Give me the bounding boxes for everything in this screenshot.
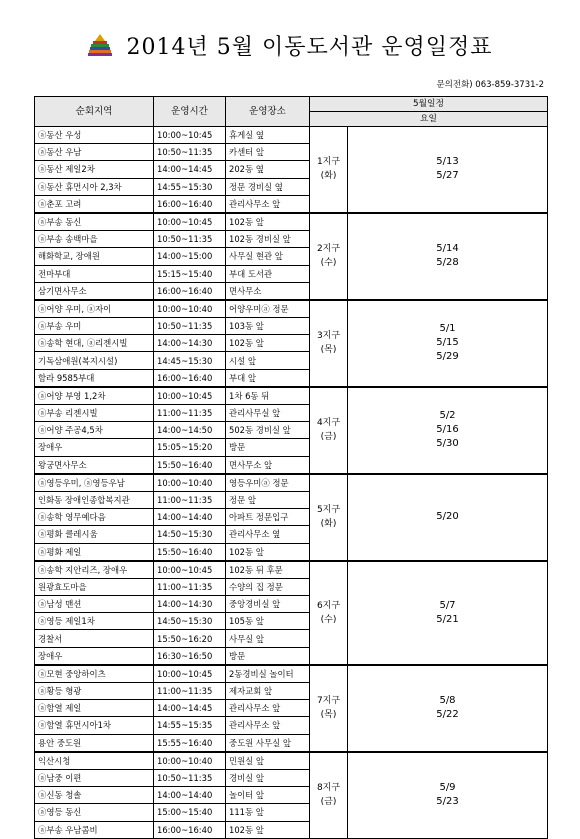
cell-area: ⓐ영등 동신 bbox=[35, 804, 154, 821]
cell-place: 방문 bbox=[226, 647, 310, 665]
district-weekday: (목) bbox=[320, 345, 337, 356]
cell-time: 16:30~16:50 bbox=[154, 647, 226, 665]
cell-area: ⓐ남중 이편 bbox=[35, 769, 154, 786]
cell-area: ⓐ어양 주공4,5차 bbox=[35, 422, 154, 439]
district-weekday: (금) bbox=[320, 432, 337, 443]
cell-area: 삼기면사무소 bbox=[35, 282, 154, 300]
cell-place: 수양의 집 정문 bbox=[226, 578, 310, 595]
cell-time: 16:00~16:40 bbox=[154, 195, 226, 213]
cell-time: 14:00~14:45 bbox=[154, 700, 226, 717]
district-weekday: (금) bbox=[320, 797, 337, 808]
schedule-table bbox=[34, 96, 548, 839]
cell-place: 관리사무소 앞 bbox=[226, 195, 310, 213]
cell-time: 16:00~16:40 bbox=[154, 369, 226, 387]
district-weekday: (화) bbox=[320, 519, 337, 530]
district-weekday: (수) bbox=[320, 614, 337, 625]
cell-time: 15:50~16:40 bbox=[154, 543, 226, 561]
cell-area: ⓐ평화 클레시움 bbox=[35, 526, 154, 543]
header-schedule: 5월일정 bbox=[310, 97, 548, 112]
cell-place: 102동 경비실 앞 bbox=[226, 231, 310, 248]
cell-place: 경비실 앞 bbox=[226, 769, 310, 786]
cell-place: 영등우미ⓐ 정문 bbox=[226, 474, 310, 492]
schedule-date: 5/9 bbox=[439, 782, 456, 794]
cell-place: 어양우미ⓐ 정문 bbox=[226, 300, 310, 318]
schedule-date: 5/2 bbox=[439, 410, 456, 422]
cell-area: ⓐ어양 우미, ⓐ자이 bbox=[35, 300, 154, 318]
cell-area: ⓐ송학 지안리즈, 장애우 bbox=[35, 561, 154, 579]
library-books-logo-icon bbox=[87, 33, 113, 59]
cell-time: 10:50~11:35 bbox=[154, 769, 226, 786]
district-cell bbox=[310, 665, 348, 752]
district-label: 6지구 bbox=[316, 600, 341, 611]
cell-time: 10:00~10:45 bbox=[154, 127, 226, 144]
cell-area: ⓐ동산 제일2차 bbox=[35, 161, 154, 178]
cell-place: 중도원 사무실 앞 bbox=[226, 734, 310, 752]
cell-area: ⓐ남성 맨션 bbox=[35, 596, 154, 613]
cell-place: 102동 앞 bbox=[226, 213, 310, 231]
cell-place: 502동 경비실 앞 bbox=[226, 422, 310, 439]
district-label: 3지구 bbox=[316, 331, 341, 342]
cell-area: 용안 중도원 bbox=[35, 734, 154, 752]
district-label: 5지구 bbox=[316, 505, 341, 516]
cell-area: ⓐ부송 송백마을 bbox=[35, 231, 154, 248]
cell-time: 14:00~14:50 bbox=[154, 422, 226, 439]
cell-place: 관리사무소 옆 bbox=[226, 526, 310, 543]
district-label: 8지구 bbox=[316, 783, 341, 794]
cell-time: 10:50~11:35 bbox=[154, 318, 226, 335]
cell-area: ⓐ모현 중앙하이츠 bbox=[35, 665, 154, 683]
dates-cell bbox=[348, 127, 548, 213]
district-cell bbox=[310, 561, 348, 665]
cell-place: 면사무소 bbox=[226, 282, 310, 300]
cell-place: 면사무소 앞 bbox=[226, 456, 310, 474]
cell-place: 민원실 앞 bbox=[226, 752, 310, 770]
cell-place: 휴게실 옆 bbox=[226, 127, 310, 144]
schedule-date: 5/20 bbox=[436, 511, 459, 523]
cell-time: 14:00~14:30 bbox=[154, 335, 226, 352]
cell-place: 사무실 현관 앞 bbox=[226, 248, 310, 265]
cell-area: ⓐ신동 청솔 bbox=[35, 787, 154, 804]
district-cell bbox=[310, 752, 348, 838]
dates-cell bbox=[348, 665, 548, 752]
dates-cell bbox=[348, 300, 548, 387]
district-cell bbox=[310, 127, 348, 213]
cell-time: 15:50~16:20 bbox=[154, 630, 226, 647]
cell-time: 14:50~15:30 bbox=[154, 613, 226, 630]
cell-area: ⓐ부송 우남콤비 bbox=[35, 821, 154, 838]
cell-time: 16:00~16:40 bbox=[154, 282, 226, 300]
dates-cell bbox=[348, 213, 548, 300]
cell-area: 원광효도마을 bbox=[35, 578, 154, 595]
cell-place: 정문 앞 bbox=[226, 491, 310, 508]
cell-place: 사무실 앞 bbox=[226, 630, 310, 647]
cell-area: 해화학교, 장애원 bbox=[35, 248, 154, 265]
header-place: 운영장소 bbox=[226, 97, 310, 127]
cell-area: ⓐ송학 현대, ⓐ리젠시빌 bbox=[35, 335, 154, 352]
table-row bbox=[35, 213, 548, 231]
cell-place: 관리사무소 앞 bbox=[226, 717, 310, 734]
cell-time: 10:00~10:45 bbox=[154, 387, 226, 405]
district-label: 4지구 bbox=[316, 418, 341, 429]
cell-time: 10:50~11:35 bbox=[154, 231, 226, 248]
schedule-date: 5/21 bbox=[436, 613, 459, 625]
cell-area: ⓐ동산 우남 bbox=[35, 144, 154, 161]
cell-place: 관리사무실 앞 bbox=[226, 405, 310, 422]
table-row bbox=[35, 474, 548, 492]
district-cell bbox=[310, 474, 348, 561]
cell-place: 놀이터 앞 bbox=[226, 787, 310, 804]
cell-place: 아파트 정문입구 bbox=[226, 509, 310, 526]
cell-area: 함라 9585부대 bbox=[35, 369, 154, 387]
district-label: 7지구 bbox=[316, 696, 341, 707]
schedule-date: 5/15 bbox=[436, 337, 459, 349]
cell-area: ⓐ부송 동신 bbox=[35, 213, 154, 231]
header-time: 운영시간 bbox=[154, 97, 226, 127]
cell-time: 10:00~10:45 bbox=[154, 665, 226, 683]
cell-area: 전마부대 bbox=[35, 265, 154, 282]
cell-time: 15:55~16:40 bbox=[154, 734, 226, 752]
cell-time: 14:00~14:45 bbox=[154, 161, 226, 178]
schedule-date: 5/13 bbox=[436, 156, 459, 168]
title-block bbox=[0, 30, 580, 61]
district-cell bbox=[310, 387, 348, 474]
schedule-date: 5/28 bbox=[436, 257, 459, 269]
cell-time: 14:00~14:40 bbox=[154, 509, 226, 526]
table-row bbox=[35, 752, 548, 770]
cell-place: 시설 앞 bbox=[226, 352, 310, 369]
district-weekday: (수) bbox=[320, 258, 337, 269]
cell-time: 15:05~15:20 bbox=[154, 439, 226, 456]
cell-area: ⓐ함열 휴먼시아1차 bbox=[35, 717, 154, 734]
cell-area: ⓐ영등 제일1차 bbox=[35, 613, 154, 630]
cell-place: 105동 앞 bbox=[226, 613, 310, 630]
table-row bbox=[35, 561, 548, 579]
cell-time: 11:00~11:35 bbox=[154, 405, 226, 422]
cell-area: 장애우 bbox=[35, 439, 154, 456]
cell-place: 관리사무소 앞 bbox=[226, 700, 310, 717]
cell-place: 102동 앞 bbox=[226, 335, 310, 352]
dates-cell bbox=[348, 474, 548, 561]
schedule-date: 5/22 bbox=[436, 709, 459, 721]
cell-place: 부대 앞 bbox=[226, 369, 310, 387]
contact-phone: 문의전화) 063-859-3731-2 bbox=[436, 80, 544, 90]
cell-time: 16:00~16:40 bbox=[154, 821, 226, 838]
cell-place: 2동경비실 놀이터 bbox=[226, 665, 310, 683]
district-cell bbox=[310, 300, 348, 387]
cell-time: 14:45~15:30 bbox=[154, 352, 226, 369]
cell-area: 왕궁면사무소 bbox=[35, 456, 154, 474]
cell-place: 102동 뒤 후문 bbox=[226, 561, 310, 579]
cell-area: ⓐ동산 우성 bbox=[35, 127, 154, 144]
cell-time: 10:00~10:45 bbox=[154, 213, 226, 231]
cell-time: 10:50~11:35 bbox=[154, 144, 226, 161]
dates-cell bbox=[348, 387, 548, 474]
cell-time: 11:00~11:35 bbox=[154, 578, 226, 595]
cell-area: ⓐ부송 우미 bbox=[35, 318, 154, 335]
district-cell bbox=[310, 213, 348, 300]
cell-time: 14:55~15:35 bbox=[154, 717, 226, 734]
table-row bbox=[35, 665, 548, 683]
cell-time: 14:00~15:00 bbox=[154, 248, 226, 265]
schedule-date: 5/14 bbox=[436, 243, 459, 255]
cell-area: 인화동 장애인종합복지관 bbox=[35, 491, 154, 508]
schedule-date: 5/27 bbox=[436, 170, 459, 182]
cell-time: 10:00~10:45 bbox=[154, 561, 226, 579]
schedule-date: 5/7 bbox=[439, 599, 456, 611]
cell-time: 15:00~15:40 bbox=[154, 804, 226, 821]
cell-time: 11:00~11:35 bbox=[154, 491, 226, 508]
cell-place: 102동 앞 bbox=[226, 821, 310, 838]
table-row bbox=[35, 300, 548, 318]
cell-time: 14:00~14:40 bbox=[154, 787, 226, 804]
schedule-date: 5/30 bbox=[436, 438, 459, 450]
cell-place: 111동 앞 bbox=[226, 804, 310, 821]
cell-place: 102동 앞 bbox=[226, 543, 310, 561]
cell-time: 15:15~15:40 bbox=[154, 265, 226, 282]
schedule-date: 5/8 bbox=[439, 695, 456, 707]
cell-area: ⓐ송학 영무예다음 bbox=[35, 509, 154, 526]
schedule-date: 5/1 bbox=[439, 323, 456, 335]
cell-area: 익산시청 bbox=[35, 752, 154, 770]
cell-area: ⓐ부송 리젠시빌 bbox=[35, 405, 154, 422]
header-area: 순회지역 bbox=[35, 97, 154, 127]
dates-cell bbox=[348, 752, 548, 838]
cell-place: 103동 앞 bbox=[226, 318, 310, 335]
district-weekday: (화) bbox=[320, 171, 337, 182]
cell-area: 기독삼애원(복지시설) bbox=[35, 352, 154, 369]
cell-area: ⓐ춘포 고려 bbox=[35, 195, 154, 213]
district-label: 2지구 bbox=[316, 244, 341, 255]
cell-time: 10:00~10:40 bbox=[154, 752, 226, 770]
cell-time: 14:50~15:30 bbox=[154, 526, 226, 543]
district-label: 1지구 bbox=[316, 157, 341, 168]
cell-area: ⓐ영등우미, ⓐ영등우남 bbox=[35, 474, 154, 492]
dates-cell bbox=[348, 561, 548, 665]
cell-time: 10:00~10:40 bbox=[154, 300, 226, 318]
table-row bbox=[35, 127, 548, 144]
cell-place: 방문 bbox=[226, 439, 310, 456]
cell-place: 정문 경비실 옆 bbox=[226, 178, 310, 195]
cell-time: 10:00~10:40 bbox=[154, 474, 226, 492]
cell-area: ⓐ평화 제일 bbox=[35, 543, 154, 561]
cell-time: 14:55~15:30 bbox=[154, 178, 226, 195]
schedule-date: 5/29 bbox=[436, 351, 459, 363]
schedule-date: 5/23 bbox=[436, 796, 459, 808]
header-weekday: 요일 bbox=[310, 112, 548, 127]
cell-place: 카센터 앞 bbox=[226, 144, 310, 161]
cell-place: 1차 6동 뒤 bbox=[226, 387, 310, 405]
schedule-date: 5/16 bbox=[436, 424, 459, 436]
cell-area: 장애우 bbox=[35, 647, 154, 665]
cell-area: ⓐ동산 휴먼시아 2,3차 bbox=[35, 178, 154, 195]
cell-time: 14:00~14:30 bbox=[154, 596, 226, 613]
cell-place: 제자교회 앞 bbox=[226, 683, 310, 700]
cell-time: 11:00~11:35 bbox=[154, 683, 226, 700]
cell-time: 15:50~16:40 bbox=[154, 456, 226, 474]
cell-area: ⓐ어양 부영 1,2차 bbox=[35, 387, 154, 405]
cell-place: 202동 옆 bbox=[226, 161, 310, 178]
cell-area: ⓐ함열 제일 bbox=[35, 700, 154, 717]
table-row bbox=[35, 387, 548, 405]
cell-place: 부대 도서관 bbox=[226, 265, 310, 282]
cell-area: ⓐ황등 형광 bbox=[35, 683, 154, 700]
schedule-body bbox=[35, 127, 548, 839]
cell-place: 중앙경비실 앞 bbox=[226, 596, 310, 613]
cell-area: 경찰서 bbox=[35, 630, 154, 647]
district-weekday: (목) bbox=[320, 710, 337, 721]
page-title: 2014년 5월 이동도서관 운영일정표 bbox=[126, 35, 493, 60]
